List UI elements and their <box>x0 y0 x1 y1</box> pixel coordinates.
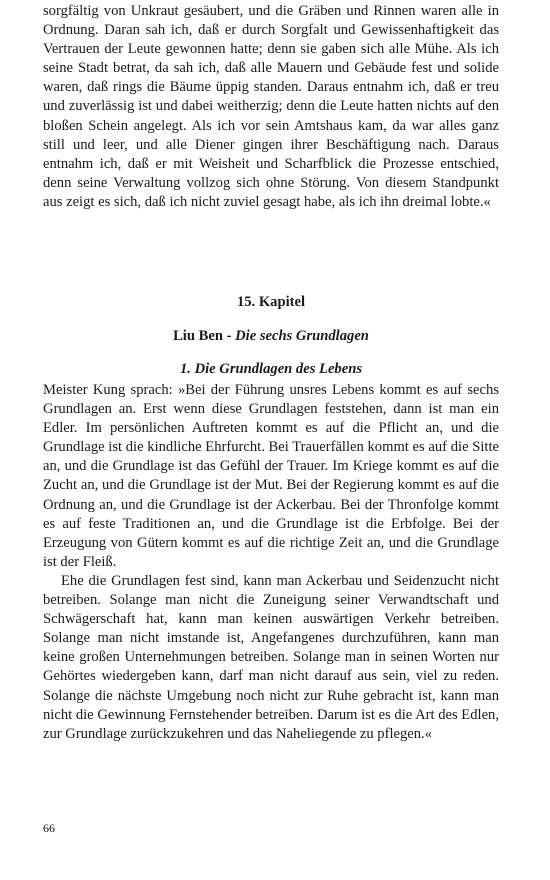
book-title-prefix: Liu Ben - <box>173 328 236 344</box>
chapter-heading: 15. Kapitel <box>236 294 306 310</box>
paragraph: Ehe die Grundlagen fest sind, kann man Ackerbau und Seidenzucht nicht betreiben. Solange man nicht die Zuneigung seiner Verwandtschaft und Schwägerschaft hat, kann man keinen auswärtigen Verkehr betreiben. Solange man nicht imstande ist, Angefangenes durchzuführen, kann man keine großen Unternehmungen betreiben. Solange man in seinen Worten nur Gehörtes wiedergeben kann, darf man nicht darauf aus sein, viel zu reden. Solange die nächste Umgebung noch nicht zur Ruhe gebracht ist, kann man nicht die Gewinnung Fernstehender betreiben. Darum ist es die Art des Edlen, zur Grundlage zurückzukehren und das Naheliegende zu pflegen.« <box>43 572 499 742</box>
book-title-heading <box>43 327 499 346</box>
paragraph: Meister Kung sprach: »Bei der Führung unsres Lebens kommt es auf sechs Grundlagen an. Erst wenn diese Grundlagen feststehen, dann ist man ein Edler. Im persönlichen Auftreten kommt es auf die Pflicht an, und die Grundlage ist die kindliche Ehrfurcht. Bei Trauerfällen kommt es auf die Sitte an, und die Grundlage ist das Gefühl der Trauer. Im Kriege kommt es auf die Zucht an, und die Grundlage ist der Mut. Bei der Regierung kommt es auf die Ordnung an, und die Grundlage ist der Ackerbau. Bei der Thronfolge kommt es auf feste Traditionen an, und die Grundlage ist die Erbfolge. Bei der Erzeugung von Gütern kommt es auf die richtige Zeit an, und die Grundlage ist der Fleiß. <box>43 382 499 570</box>
book-title-italic: Die sechs Grundlagen <box>235 328 369 344</box>
page-number: 66 <box>43 821 55 835</box>
continued-paragraph: sorgfältig von Unkraut gesäubert, und die Gräben und Rinnen waren alle in Ordnung. Daran sah ich, daß er durch Sorgfalt und Gewissenhaftigkeit das Vertrauen der Leute gewonnen hatte; denn sie gaben sich alle Mühe. Als ich seine Stadt betrat, da sah ich, daß alle Mauern und Gebäude fest und solide waren, daß rings die Bäume üppig standen. Daraus entnahm ich, daß er treu und zuverlässig ist und dabei weitherzig; denn die Leute hatten nichts auf den bloßen Schein angelegt. Als ich vor sein Amtshaus kam, da war alles ganz still und leer, und alle Diener gingen ihrer Beschäftigung nach. Daraus entnahm ich, daß er mit Weisheit und Scharfblick die Prozesse entschied, denn seine Verwaltung vollzog sich ohne Störung. Von diesem Standpunkt aus zeigt es sich, daß ich nicht zuviel gesagt habe, als ich ihn dreimal lobte.« <box>43 3 499 210</box>
text-block-main <box>43 381 499 744</box>
text-block-continued <box>43 2 499 212</box>
section-heading: 1. Die Grundlagen des Lebens <box>179 361 363 377</box>
